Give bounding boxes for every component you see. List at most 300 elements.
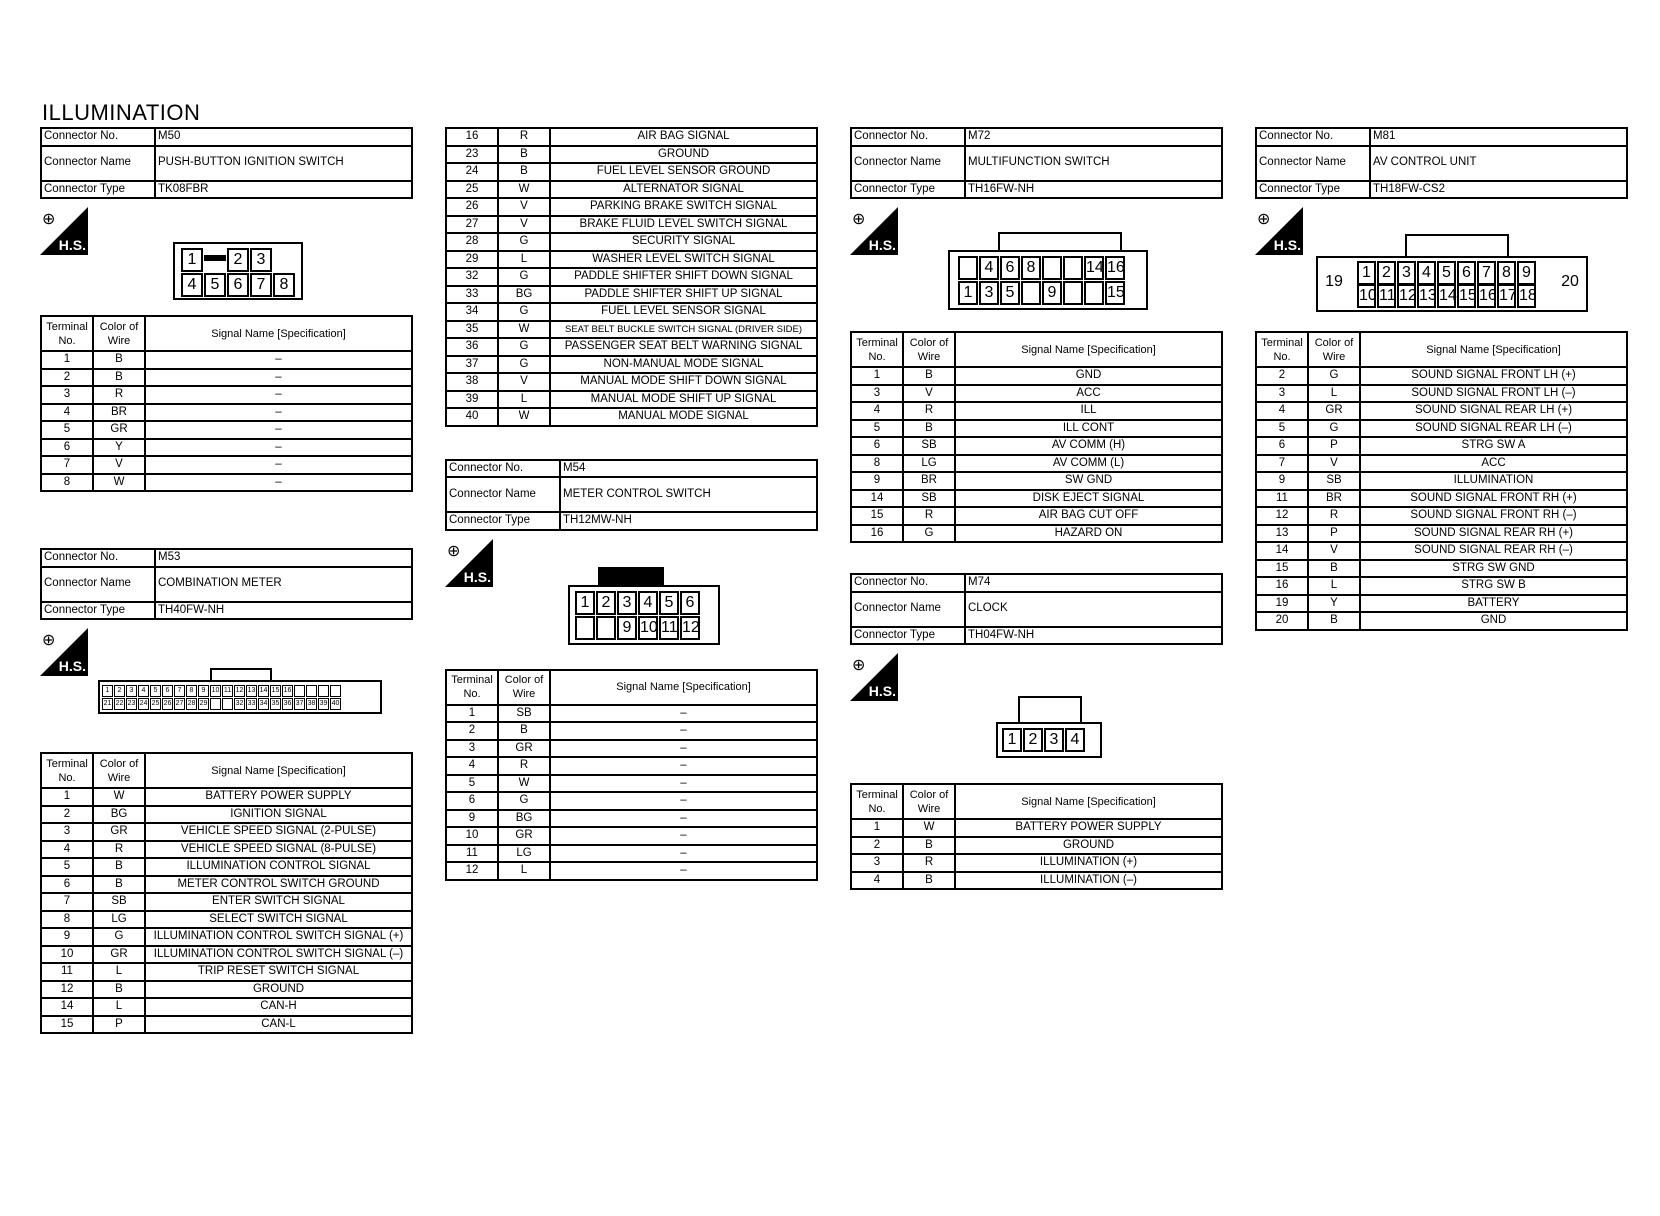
pin-6: 6 [227,273,249,297]
table-row [446,775,817,793]
signal-name-cell: – [145,474,412,492]
pin-3: 3 [617,591,637,615]
wire-color-cell: B [903,872,955,890]
pin-33: 33 [246,698,257,710]
wire-color-cell: G [1308,367,1360,385]
pin-13: 13 [1417,284,1436,308]
wire-color-cell: L [498,251,550,269]
signal-name-cell: ILLUMINATION [1360,472,1627,490]
terminal-table-m74 [850,783,1223,890]
connector-diagram-m74 [996,722,1102,758]
terminal-no-cell: 2 [41,806,93,824]
table-row [851,490,1222,508]
table-row [446,181,817,199]
header-color-of-wire: Color of Wire [1308,332,1360,367]
wire-color-cell: Y [93,439,145,457]
pin-13: 13 [246,685,257,697]
signal-name-cell: BRAKE FLUID LEVEL SWITCH SIGNAL [550,216,817,234]
pin-7: 7 [250,273,272,297]
table-row [1256,455,1627,473]
table-row [851,854,1222,872]
signal-name-cell: – [550,757,817,775]
terminal-no-cell: 26 [446,198,498,216]
signal-name-cell: AIR BAG SIGNAL [550,128,817,146]
wire-color-cell: SB [498,705,550,723]
signal-name-cell: – [145,421,412,439]
signal-name-cell: STRG SW A [1360,437,1627,455]
wire-color-cell: Y [1308,595,1360,613]
wire-color-cell: LG [498,845,550,863]
terminal-no-cell: 1 [851,819,903,837]
terminal-no-cell: 2 [446,722,498,740]
wire-color-cell: W [498,181,550,199]
pin-8: 8 [186,685,197,697]
harness-side-icon: ⊕ H.S. [850,653,898,701]
table-row [446,810,817,828]
signal-name-cell: ACC [1360,455,1627,473]
pin-35: 35 [270,698,281,710]
terminal-no-cell: 15 [851,507,903,525]
pin-15: 15 [270,685,281,697]
connector-no: M50 [155,128,412,146]
label-connector-no: Connector No. [446,460,560,478]
wire-color-cell: V [93,456,145,474]
table-row [446,862,817,880]
terminal-no-cell: 8 [41,911,93,929]
wire-color-cell: L [1308,577,1360,595]
signal-name-cell: SOUND SIGNAL REAR LH (–) [1360,420,1627,438]
terminal-no-cell: 20 [1256,612,1308,630]
signal-name-cell: SOUND SIGNAL FRONT RH (+) [1360,490,1627,508]
pin-3: 3 [1397,261,1416,285]
header-color-of-wire: Color of Wire [93,753,145,788]
terminal-no-cell: 27 [446,216,498,234]
wire-color-cell: BG [93,806,145,824]
signal-name-cell: – [145,439,412,457]
column-2 [445,127,818,881]
pin-9: 9 [1517,261,1536,285]
table-row [1256,490,1627,508]
signal-name-cell: ILLUMINATION (–) [955,872,1222,890]
terminal-no-cell: 2 [41,369,93,387]
terminal-no-cell: 38 [446,373,498,391]
table-row [851,402,1222,420]
header-signal-name: Signal Name [Specification] [955,332,1222,367]
wire-color-cell: G [498,356,550,374]
connector-key [998,232,1122,252]
connector-key [1405,234,1509,258]
signal-name-cell: SOUND SIGNAL FRONT RH (–) [1360,507,1627,525]
wire-color-cell: G [903,525,955,543]
connector-diagram-m72 [948,250,1148,310]
header-terminal-no: Terminal No. [851,784,903,819]
wire-color-cell: W [93,474,145,492]
terminal-no-cell: 11 [1256,490,1308,508]
table-row [446,391,817,409]
header-color-of-wire: Color of Wire [93,316,145,351]
wire-color-cell: W [498,775,550,793]
signal-name-cell: SW GND [955,472,1222,490]
terminal-no-cell: 14 [851,490,903,508]
signal-name-cell: ILL CONT [955,420,1222,438]
terminal-no-cell: 8 [851,455,903,473]
table-row [851,837,1222,855]
signal-name-cell: – [550,810,817,828]
terminal-no-cell: 9 [446,810,498,828]
signal-name-cell: ACC [955,385,1222,403]
pin-blank [1021,281,1041,305]
pin-11: 11 [659,616,679,640]
signal-name-cell: PADDLE SHIFTER SHIFT DOWN SIGNAL [550,268,817,286]
table-row [446,233,817,251]
signal-name-cell: SELECT SWITCH SIGNAL [145,911,412,929]
wire-color-cell: G [498,303,550,321]
table-row [446,845,817,863]
signal-name-cell: METER CONTROL SWITCH GROUND [145,876,412,894]
table-row [446,303,817,321]
wire-color-cell: R [498,757,550,775]
pin-11: 11 [222,685,233,697]
pin-blank [210,698,221,710]
wire-color-cell: B [93,876,145,894]
signal-name-cell: – [550,722,817,740]
table-row [446,356,817,374]
terminal-no-cell: 11 [41,963,93,981]
connector-name: CLOCK [965,592,1222,627]
table-row [446,286,817,304]
header-signal-name: Signal Name [Specification] [1360,332,1627,367]
table-row [41,806,412,824]
pin-6: 6 [680,591,700,615]
connector-name: AV CONTROL UNIT [1370,146,1627,181]
terminal-no-cell: 4 [1256,402,1308,420]
table-row [41,788,412,806]
pin-32: 32 [234,698,245,710]
pin-2: 2 [1023,728,1043,752]
pin-blank [294,685,305,697]
table-row [41,876,412,894]
wire-color-cell: B [498,722,550,740]
terminal-no-cell: 10 [41,946,93,964]
table-row [1256,542,1627,560]
table-row [446,146,817,164]
wire-color-cell: SB [93,893,145,911]
signal-name-cell: CAN-L [145,1016,412,1034]
table-row [1256,402,1627,420]
pin-40: 40 [330,698,341,710]
terminal-no-cell: 39 [446,391,498,409]
table-row [41,474,412,492]
signal-name-cell: – [145,386,412,404]
terminal-no-cell: 3 [1256,385,1308,403]
terminal-no-cell: 4 [41,841,93,859]
pin-4: 4 [1065,728,1085,752]
wire-color-cell: L [93,998,145,1016]
table-row [851,420,1222,438]
pin-20: 20 [1561,273,1579,290]
table-row [1256,595,1627,613]
terminal-table-m53 [40,752,413,1034]
pin-blank [330,685,341,697]
terminal-no-cell: 4 [446,757,498,775]
signal-name-cell: MANUAL MODE SHIFT UP SIGNAL [550,391,817,409]
pin-16: 16 [1105,256,1125,280]
signal-name-cell: GROUND [550,146,817,164]
terminal-no-cell: 3 [851,385,903,403]
signal-name-cell: AV COMM (L) [955,455,1222,473]
table-row [446,827,817,845]
signal-name-cell: ALTERNATOR SIGNAL [550,181,817,199]
pin-10: 10 [210,685,221,697]
header-terminal-no: Terminal No. [446,670,498,705]
terminal-no-cell: 1 [851,367,903,385]
wire-color-cell: W [903,819,955,837]
table-row [1256,385,1627,403]
table-row [851,507,1222,525]
terminal-no-cell: 28 [446,233,498,251]
signal-name-cell: NON-MANUAL MODE SIGNAL [550,356,817,374]
table-row [41,911,412,929]
table-row [1256,507,1627,525]
wire-color-cell: BG [498,810,550,828]
wire-color-cell: B [1308,612,1360,630]
table-row [41,456,412,474]
pin-4: 4 [181,273,203,297]
wire-color-cell: SB [903,490,955,508]
pin-26: 26 [162,698,173,710]
wire-color-cell: V [1308,542,1360,560]
signal-name-cell: – [550,792,817,810]
table-row [1256,437,1627,455]
connector-type: TH16FW-NH [965,181,1222,199]
pin-8: 8 [1497,261,1516,285]
wire-color-cell: V [498,373,550,391]
signal-name-cell: STRG SW GND [1360,560,1627,578]
table-row [851,472,1222,490]
pin-blank [1063,281,1083,305]
terminal-no-cell: 4 [41,404,93,422]
terminal-no-cell: 36 [446,338,498,356]
signal-name-cell: IGNITION SIGNAL [145,806,412,824]
pin-2: 2 [114,685,125,697]
wire-color-cell: V [498,198,550,216]
connector-name: PUSH-BUTTON IGNITION SWITCH [155,146,412,181]
table-row [1256,612,1627,630]
pin-12: 12 [680,616,700,640]
terminal-no-cell: 6 [446,792,498,810]
terminal-no-cell: 19 [1256,595,1308,613]
pin-36: 36 [282,698,293,710]
wire-color-cell: L [1308,385,1360,403]
terminal-no-cell: 4 [851,872,903,890]
wire-color-cell: G [498,233,550,251]
signal-name-cell: – [550,845,817,863]
terminal-no-cell: 37 [446,356,498,374]
terminal-no-cell: 29 [446,251,498,269]
terminal-no-cell: 35 [446,321,498,339]
table-row [41,981,412,999]
terminal-no-cell: 6 [41,439,93,457]
column-4 [1255,127,1628,631]
signal-name-cell: BATTERY POWER SUPPLY [955,819,1222,837]
table-row [446,321,817,339]
wire-color-cell: R [93,386,145,404]
harness-side-icon: ⊕ H.S. [445,539,493,587]
wire-color-cell: L [498,391,550,409]
table-row [41,998,412,1016]
table-row [1256,525,1627,543]
pin-11: 11 [1377,284,1396,308]
connector-info-m54 [445,459,818,531]
terminal-no-cell: 1 [41,351,93,369]
terminal-no-cell: 16 [851,525,903,543]
harness-side-icon: ⊕ H.S. [40,628,88,676]
terminal-table-m50 [40,315,413,492]
wire-color-cell: GR [498,740,550,758]
wire-color-cell: BG [498,286,550,304]
pin-blank [958,256,978,280]
pin-1: 1 [1002,728,1022,752]
terminal-no-cell: 4 [851,402,903,420]
signal-name-cell: ENTER SWITCH SIGNAL [145,893,412,911]
table-row [41,439,412,457]
wire-color-cell: B [903,420,955,438]
terminal-no-cell: 16 [1256,577,1308,595]
header-color-of-wire: Color of Wire [903,332,955,367]
signal-name-cell: ILLUMINATION (+) [955,854,1222,872]
wire-color-cell: V [1308,455,1360,473]
wire-color-cell: B [93,858,145,876]
table-row [41,404,412,422]
terminal-no-cell: 2 [1256,367,1308,385]
signal-name-cell: GROUND [955,837,1222,855]
label-connector-name: Connector Name [41,567,155,602]
pin-15: 15 [1105,281,1125,305]
label-connector-no: Connector No. [41,549,155,567]
header-terminal-no: Terminal No. [1256,332,1308,367]
pin-1: 1 [181,248,203,272]
table-row [446,163,817,181]
connector-no: M54 [560,460,817,478]
wire-color-cell: GR [1308,402,1360,420]
pin-blank [1063,256,1083,280]
signal-name-cell: GND [955,367,1222,385]
wire-color-cell: W [498,408,550,426]
label-connector-no: Connector No. [1256,128,1370,146]
table-row [41,823,412,841]
pin-25: 25 [150,698,161,710]
pin-4: 4 [138,685,149,697]
table-row [446,792,817,810]
connector-info-m74 [850,573,1223,645]
signal-name-cell: VEHICLE SPEED SIGNAL (2-PULSE) [145,823,412,841]
terminal-no-cell: 9 [1256,472,1308,490]
signal-name-cell: – [550,705,817,723]
terminal-no-cell: 7 [1256,455,1308,473]
terminal-no-cell: 33 [446,286,498,304]
signal-name-cell: AV COMM (H) [955,437,1222,455]
signal-name-cell: GROUND [145,981,412,999]
connector-no: M72 [965,128,1222,146]
connector-key [598,567,664,587]
table-row [41,963,412,981]
terminal-no-cell: 14 [1256,542,1308,560]
terminal-no-cell: 7 [41,456,93,474]
wire-color-cell: V [903,385,955,403]
signal-name-cell: FUEL LEVEL SENSOR GROUND [550,163,817,181]
connector-diagram-m54 [568,585,720,645]
table-row [851,819,1222,837]
wire-color-cell: B [93,369,145,387]
pin-19: 19 [1325,273,1343,290]
pin-2: 2 [1377,261,1396,285]
pin-6: 6 [1000,256,1020,280]
table-row [41,858,412,876]
table-row [1256,367,1627,385]
terminal-no-cell: 9 [851,472,903,490]
table-row [41,386,412,404]
pin-24: 24 [138,698,149,710]
wire-color-cell: B [498,146,550,164]
header-color-of-wire: Color of Wire [498,670,550,705]
wire-color-cell: B [1308,560,1360,578]
pin-blank [318,685,329,697]
table-row [446,198,817,216]
signal-name-cell: DISK EJECT SIGNAL [955,490,1222,508]
connector-type: TH18FW-CS2 [1370,181,1627,199]
wire-color-cell: B [93,981,145,999]
table-row [446,373,817,391]
header-signal-name: Signal Name [Specification] [145,316,412,351]
table-row [41,421,412,439]
terminal-no-cell: 3 [41,386,93,404]
wire-color-cell: R [498,128,550,146]
table-row [446,216,817,234]
table-row [41,946,412,964]
column-1 [40,127,413,492]
connector-info-m81 [1255,127,1628,199]
pin-39: 39 [318,698,329,710]
terminal-no-cell: 5 [41,858,93,876]
pin-16: 16 [282,685,293,697]
wire-color-cell: P [1308,525,1360,543]
terminal-no-cell: 14 [41,998,93,1016]
table-row [851,385,1222,403]
pin-5: 5 [659,591,679,615]
wire-color-cell: B [93,351,145,369]
table-row [41,893,412,911]
pin-1: 1 [1357,261,1376,285]
wire-color-cell: B [903,837,955,855]
terminal-no-cell: 6 [41,876,93,894]
terminal-no-cell: 25 [446,181,498,199]
pin-2: 2 [227,248,249,272]
label-connector-no: Connector No. [41,128,155,146]
wire-color-cell: R [903,507,955,525]
pin-15: 15 [1457,284,1476,308]
pin-27: 27 [174,698,185,710]
wire-color-cell: GR [93,946,145,964]
pin-blank [1084,281,1104,305]
terminal-no-cell: 6 [1256,437,1308,455]
signal-name-cell: PASSENGER SEAT BELT WARNING SIGNAL [550,338,817,356]
page-title: ILLUMINATION [42,100,201,125]
label-connector-name: Connector Name [851,592,965,627]
pin-18: 18 [1517,284,1536,308]
table-row [851,525,1222,543]
terminal-no-cell: 3 [851,854,903,872]
wire-color-cell: R [1308,507,1360,525]
